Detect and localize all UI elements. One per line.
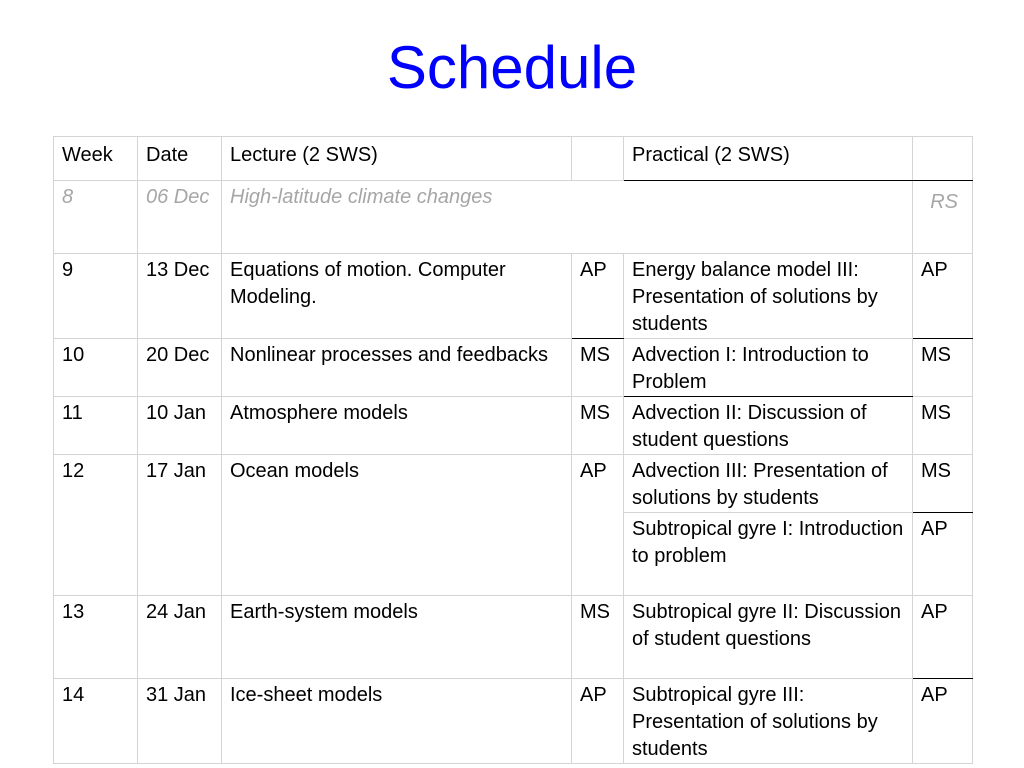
practical-lecturer-cell: AP — [913, 596, 973, 679]
week-cell: 13 — [54, 596, 138, 679]
lecture-lecturer-cell: AP — [572, 254, 624, 339]
lecture-cell: Earth-system models — [222, 596, 572, 679]
week-cell: 14 — [54, 679, 138, 764]
schedule-table — [53, 136, 973, 764]
date-cell: 24 Jan — [138, 596, 222, 679]
lecture-cell: High-latitude climate changes — [222, 181, 913, 254]
table-row — [54, 254, 973, 339]
header-lecture: Lecture (2 SWS) — [222, 137, 572, 181]
practical-cell: Energy balance model III: Presentation of solutions by students — [624, 254, 913, 339]
table-row — [54, 339, 973, 397]
lecture-lecturer-cell: MS — [572, 339, 624, 397]
lecture-cell: Nonlinear processes and feedbacks — [222, 339, 572, 397]
table-row — [54, 397, 973, 455]
week-cell: 8 — [54, 181, 138, 254]
table-row — [54, 596, 973, 679]
practical-lecturer-cell: AP — [913, 679, 973, 764]
practical-cell: Subtropical gyre III: Presentation of solutions by students — [624, 679, 913, 764]
practical-cell: Advection II: Discussion of student questions — [624, 397, 913, 455]
practical-cell: Subtropical gyre II: Discussion of student questions — [624, 596, 913, 679]
table-row — [54, 455, 973, 513]
lecture-lecturer-cell: AP — [572, 679, 624, 764]
practical-lecturer-cell: AP — [913, 513, 973, 596]
header-lecture-lecturer — [572, 137, 624, 181]
date-cell: 06 Dec — [138, 181, 222, 254]
date-cell: 13 Dec — [138, 254, 222, 339]
header-date: Date — [138, 137, 222, 181]
page-title: Schedule — [386, 34, 638, 101]
date-cell: 20 Dec — [138, 339, 222, 397]
table-header-row — [54, 137, 973, 181]
lecture-cell: Equations of motion. Computer Modeling. — [222, 254, 572, 339]
lecture-cell: Atmosphere models — [222, 397, 572, 455]
practical-cell: Advection III: Presentation of solutions by students — [624, 455, 913, 513]
week-cell: 9 — [54, 254, 138, 339]
date-cell: 10 Jan — [138, 397, 222, 455]
date-cell: 17 Jan — [138, 455, 222, 596]
header-practical: Practical (2 SWS) — [624, 137, 913, 181]
date-cell: 31 Jan — [138, 679, 222, 764]
week-cell: 12 — [54, 455, 138, 596]
table-row — [54, 181, 973, 254]
lecture-cell: Ice-sheet models — [222, 679, 572, 764]
lecture-lecturer-cell: MS — [572, 596, 624, 679]
practical-lecturer-cell: MS — [913, 339, 973, 397]
practical-lecturer-cell: AP — [913, 254, 973, 339]
practical-lecturer-cell: MS — [913, 455, 973, 513]
lecture-lecturer-cell: MS — [572, 397, 624, 455]
lecture-lecturer-cell: AP — [572, 455, 624, 596]
lecture-cell: Ocean models — [222, 455, 572, 596]
practical-cell: Subtropical gyre I: Introduction to problem — [624, 513, 913, 596]
week-cell: 10 — [54, 339, 138, 397]
practical-lecturer-cell: MS — [913, 397, 973, 455]
practical-cell: Advection I: Introduction to Problem — [624, 339, 913, 397]
week-cell: 11 — [54, 397, 138, 455]
table-row — [54, 679, 973, 764]
lecturer-cell: RS — [913, 181, 973, 254]
header-week: Week — [54, 137, 138, 181]
header-practical-lecturer — [913, 137, 973, 181]
